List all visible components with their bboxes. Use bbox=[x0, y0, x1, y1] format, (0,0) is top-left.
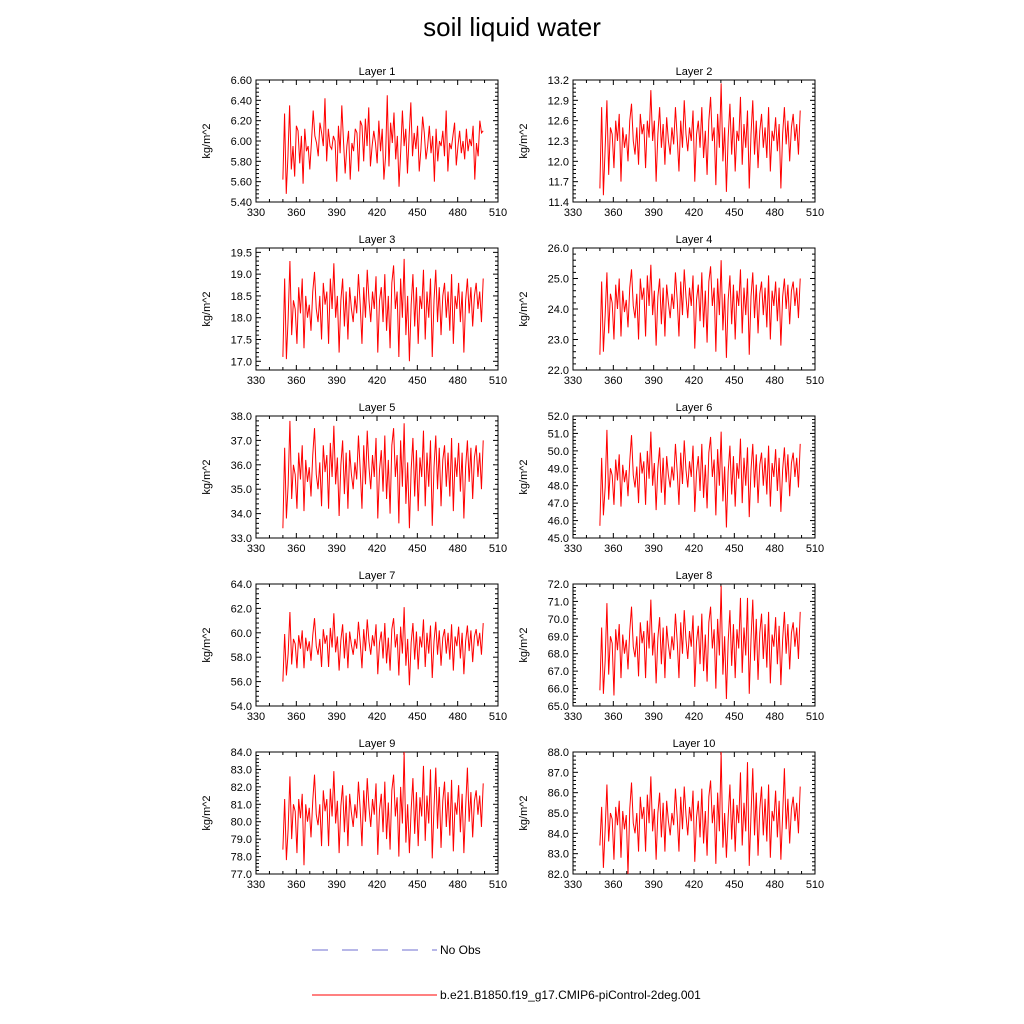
x-tick-label: 360 bbox=[287, 711, 306, 723]
y-tick-label: 5.60 bbox=[230, 176, 252, 189]
chart-layer-1 bbox=[201, 66, 507, 219]
x-tick-label: 330 bbox=[246, 543, 266, 555]
y-tick-label: 60.0 bbox=[230, 627, 252, 640]
y-tick-label: 84.0 bbox=[230, 747, 252, 759]
page-title: soil liquid water bbox=[423, 12, 601, 42]
series-line bbox=[283, 752, 483, 865]
y-axis-label: kg/m^2 bbox=[518, 627, 530, 663]
x-tick-label: 330 bbox=[246, 711, 266, 723]
x-tick-label: 330 bbox=[563, 375, 583, 387]
series-line bbox=[600, 586, 800, 699]
y-tick-label: 19.0 bbox=[230, 269, 252, 282]
y-tick-label: 67.0 bbox=[547, 666, 569, 679]
y-tick-label: 82.0 bbox=[230, 781, 252, 794]
x-tick-label: 420 bbox=[367, 543, 387, 555]
x-tick-label: 360 bbox=[604, 207, 623, 219]
x-tick-label: 510 bbox=[805, 375, 825, 387]
plot-frame bbox=[256, 80, 498, 202]
chart-title: Layer 4 bbox=[675, 234, 713, 246]
chart-title: Layer 8 bbox=[675, 570, 713, 582]
y-tick-label: 12.3 bbox=[547, 136, 569, 148]
x-tick-label: 360 bbox=[604, 375, 623, 387]
x-tick-label: 420 bbox=[367, 711, 387, 723]
x-tick-label: 360 bbox=[604, 711, 623, 723]
x-tick-label: 420 bbox=[684, 879, 704, 891]
y-tick-label: 33.0 bbox=[230, 533, 252, 545]
series-line bbox=[600, 260, 800, 358]
x-tick-label: 450 bbox=[408, 543, 427, 555]
x-tick-label: 390 bbox=[327, 711, 346, 723]
y-tick-label: 13.2 bbox=[547, 75, 569, 87]
x-tick-label: 480 bbox=[765, 711, 784, 723]
series-line bbox=[283, 95, 483, 194]
chart-layer-6 bbox=[518, 402, 824, 555]
y-tick-label: 6.60 bbox=[230, 75, 252, 87]
legend-line-no-obs bbox=[312, 945, 442, 955]
x-tick-label: 480 bbox=[765, 879, 784, 891]
x-tick-label: 360 bbox=[287, 375, 306, 387]
y-axis-label: kg/m^2 bbox=[201, 123, 213, 159]
x-tick-label: 450 bbox=[725, 375, 744, 387]
x-tick-label: 390 bbox=[644, 375, 663, 387]
x-tick-label: 450 bbox=[725, 543, 744, 555]
x-tick-label: 420 bbox=[684, 543, 704, 555]
series-line bbox=[600, 430, 800, 528]
y-tick-label: 17.5 bbox=[230, 334, 252, 347]
chart-layer-5 bbox=[201, 402, 507, 555]
x-tick-label: 390 bbox=[644, 879, 663, 891]
x-tick-label: 480 bbox=[765, 207, 784, 219]
x-tick-label: 360 bbox=[604, 543, 623, 555]
chart-layer-9 bbox=[201, 738, 507, 891]
y-tick-label: 26.0 bbox=[547, 243, 569, 255]
x-tick-label: 450 bbox=[725, 711, 744, 723]
y-tick-label: 77.0 bbox=[230, 869, 252, 881]
y-tick-label: 79.0 bbox=[230, 834, 252, 847]
y-tick-label: 45.0 bbox=[547, 533, 569, 545]
x-tick-label: 480 bbox=[448, 207, 467, 219]
x-tick-label: 360 bbox=[604, 879, 623, 891]
chart-layer-10 bbox=[518, 738, 824, 891]
x-tick-label: 450 bbox=[408, 207, 427, 219]
x-tick-label: 330 bbox=[563, 711, 583, 723]
x-tick-label: 510 bbox=[805, 711, 825, 723]
x-tick-label: 330 bbox=[563, 879, 583, 891]
y-tick-label: 66.0 bbox=[547, 683, 569, 696]
series-line bbox=[283, 421, 483, 528]
y-tick-label: 88.0 bbox=[547, 747, 569, 759]
x-tick-label: 390 bbox=[644, 543, 663, 555]
x-tick-label: 390 bbox=[327, 375, 346, 387]
x-tick-label: 330 bbox=[246, 879, 266, 891]
y-tick-label: 85.0 bbox=[547, 808, 569, 820]
y-tick-label: 23.0 bbox=[547, 334, 569, 347]
y-tick-label: 78.0 bbox=[230, 851, 252, 864]
x-tick-label: 390 bbox=[644, 711, 663, 723]
y-tick-label: 52.0 bbox=[547, 411, 569, 423]
chart-layer-3 bbox=[201, 234, 507, 387]
series-line bbox=[600, 83, 800, 195]
y-tick-label: 64.0 bbox=[230, 579, 252, 591]
y-tick-label: 86.0 bbox=[547, 787, 569, 800]
x-tick-label: 330 bbox=[563, 207, 583, 219]
y-tick-label: 5.40 bbox=[230, 197, 252, 209]
y-tick-label: 71.0 bbox=[547, 596, 569, 609]
y-axis-label: kg/m^2 bbox=[518, 459, 530, 495]
x-tick-label: 480 bbox=[448, 543, 467, 555]
y-tick-label: 12.6 bbox=[547, 115, 569, 128]
x-tick-label: 360 bbox=[287, 207, 306, 219]
y-tick-label: 11.7 bbox=[548, 176, 569, 189]
y-tick-label: 68.0 bbox=[547, 648, 569, 661]
chart-title: Layer 7 bbox=[358, 570, 396, 582]
y-tick-label: 80.0 bbox=[230, 816, 252, 829]
x-tick-label: 510 bbox=[488, 711, 508, 723]
x-tick-label: 510 bbox=[488, 879, 508, 891]
chart-title: Layer 6 bbox=[675, 402, 713, 414]
y-tick-label: 51.0 bbox=[547, 428, 569, 441]
x-tick-label: 510 bbox=[488, 543, 508, 555]
y-axis-label: kg/m^2 bbox=[518, 795, 530, 831]
chart-title: Layer 2 bbox=[675, 66, 713, 78]
y-tick-label: 46.0 bbox=[547, 515, 569, 528]
y-tick-label: 6.40 bbox=[230, 95, 252, 108]
chart-layer-4 bbox=[518, 234, 824, 387]
y-axis-label: kg/m^2 bbox=[518, 291, 530, 327]
x-tick-label: 420 bbox=[684, 207, 704, 219]
x-tick-label: 390 bbox=[644, 207, 663, 219]
series-line bbox=[283, 259, 483, 361]
legend-label-model: b.e21.B1850.f19_g17.CMIP6-piControl-2deg.001 bbox=[440, 988, 701, 1002]
y-tick-label: 87.0 bbox=[547, 767, 569, 780]
x-tick-label: 510 bbox=[488, 375, 508, 387]
x-tick-label: 360 bbox=[287, 879, 306, 891]
x-tick-label: 330 bbox=[563, 543, 583, 555]
chart-layer-7 bbox=[201, 570, 507, 723]
y-tick-label: 11.4 bbox=[548, 197, 569, 209]
y-tick-label: 58.0 bbox=[230, 652, 252, 665]
x-tick-label: 450 bbox=[725, 207, 744, 219]
y-axis-label: kg/m^2 bbox=[201, 627, 213, 663]
x-tick-label: 480 bbox=[765, 375, 784, 387]
x-tick-label: 420 bbox=[367, 879, 387, 891]
x-tick-label: 450 bbox=[725, 879, 744, 891]
x-tick-label: 330 bbox=[246, 375, 266, 387]
x-tick-label: 510 bbox=[805, 207, 825, 219]
x-tick-label: 420 bbox=[367, 375, 387, 387]
chart-layer-2 bbox=[518, 66, 824, 219]
y-tick-label: 56.0 bbox=[230, 676, 252, 689]
y-tick-label: 48.0 bbox=[547, 480, 569, 493]
y-tick-label: 12.0 bbox=[547, 156, 569, 169]
y-axis-label: kg/m^2 bbox=[201, 291, 213, 327]
y-tick-label: 6.20 bbox=[230, 115, 252, 128]
y-tick-label: 6.00 bbox=[230, 136, 252, 148]
x-tick-label: 330 bbox=[246, 207, 266, 219]
y-tick-label: 22.0 bbox=[547, 365, 569, 377]
y-tick-label: 25.0 bbox=[547, 273, 569, 286]
x-tick-label: 390 bbox=[327, 543, 346, 555]
y-tick-label: 18.0 bbox=[230, 312, 252, 325]
series-line bbox=[283, 607, 483, 685]
x-tick-label: 420 bbox=[684, 375, 704, 387]
y-tick-label: 84.0 bbox=[547, 828, 569, 841]
x-tick-label: 510 bbox=[805, 543, 825, 555]
y-tick-label: 62.0 bbox=[230, 603, 252, 616]
y-tick-label: 47.0 bbox=[547, 498, 569, 511]
y-axis-label: kg/m^2 bbox=[201, 795, 213, 831]
chart-title: Layer 10 bbox=[672, 738, 716, 750]
chart-title: Layer 5 bbox=[358, 402, 396, 414]
x-tick-label: 420 bbox=[684, 711, 704, 723]
x-tick-label: 360 bbox=[287, 543, 306, 555]
x-tick-label: 480 bbox=[448, 375, 467, 387]
y-tick-label: 18.5 bbox=[230, 290, 252, 303]
chart-layer-8 bbox=[518, 570, 824, 723]
y-tick-label: 17.0 bbox=[230, 356, 252, 369]
y-tick-label: 37.0 bbox=[230, 435, 252, 448]
y-tick-label: 83.0 bbox=[230, 764, 252, 777]
y-tick-label: 5.80 bbox=[230, 156, 252, 169]
y-tick-label: 36.0 bbox=[230, 459, 252, 472]
legend-line-model bbox=[312, 990, 442, 1000]
y-tick-label: 65.0 bbox=[547, 701, 569, 713]
y-tick-label: 12.9 bbox=[547, 95, 569, 108]
x-tick-label: 480 bbox=[448, 879, 467, 891]
y-axis-label: kg/m^2 bbox=[518, 123, 530, 159]
y-tick-label: 82.0 bbox=[547, 869, 569, 881]
x-tick-label: 420 bbox=[367, 207, 387, 219]
x-tick-label: 480 bbox=[765, 543, 784, 555]
y-axis-label: kg/m^2 bbox=[201, 459, 213, 495]
x-tick-label: 510 bbox=[805, 879, 825, 891]
y-tick-label: 35.0 bbox=[230, 484, 252, 497]
x-tick-label: 390 bbox=[327, 879, 346, 891]
chart-title: Layer 3 bbox=[358, 234, 396, 246]
y-tick-label: 50.0 bbox=[547, 445, 569, 458]
y-tick-label: 81.0 bbox=[230, 799, 252, 812]
y-tick-label: 54.0 bbox=[230, 701, 252, 713]
y-tick-label: 83.0 bbox=[547, 848, 569, 861]
series-line bbox=[600, 752, 800, 874]
x-tick-label: 480 bbox=[448, 711, 467, 723]
y-tick-label: 72.0 bbox=[547, 579, 569, 591]
y-tick-label: 70.0 bbox=[547, 613, 569, 626]
x-tick-label: 450 bbox=[408, 711, 427, 723]
x-tick-label: 450 bbox=[408, 375, 427, 387]
chart-title: Layer 1 bbox=[358, 66, 396, 78]
y-tick-label: 69.0 bbox=[547, 631, 569, 644]
x-tick-label: 450 bbox=[408, 879, 427, 891]
x-tick-label: 510 bbox=[488, 207, 508, 219]
y-tick-label: 49.0 bbox=[547, 463, 569, 476]
chart-title: Layer 9 bbox=[358, 738, 396, 750]
y-tick-label: 38.0 bbox=[230, 411, 252, 423]
y-tick-label: 24.0 bbox=[547, 304, 569, 316]
y-tick-label: 19.5 bbox=[230, 247, 252, 260]
y-tick-label: 34.0 bbox=[230, 508, 252, 521]
x-tick-label: 390 bbox=[327, 207, 346, 219]
legend-label-no-obs: No Obs bbox=[440, 943, 481, 957]
